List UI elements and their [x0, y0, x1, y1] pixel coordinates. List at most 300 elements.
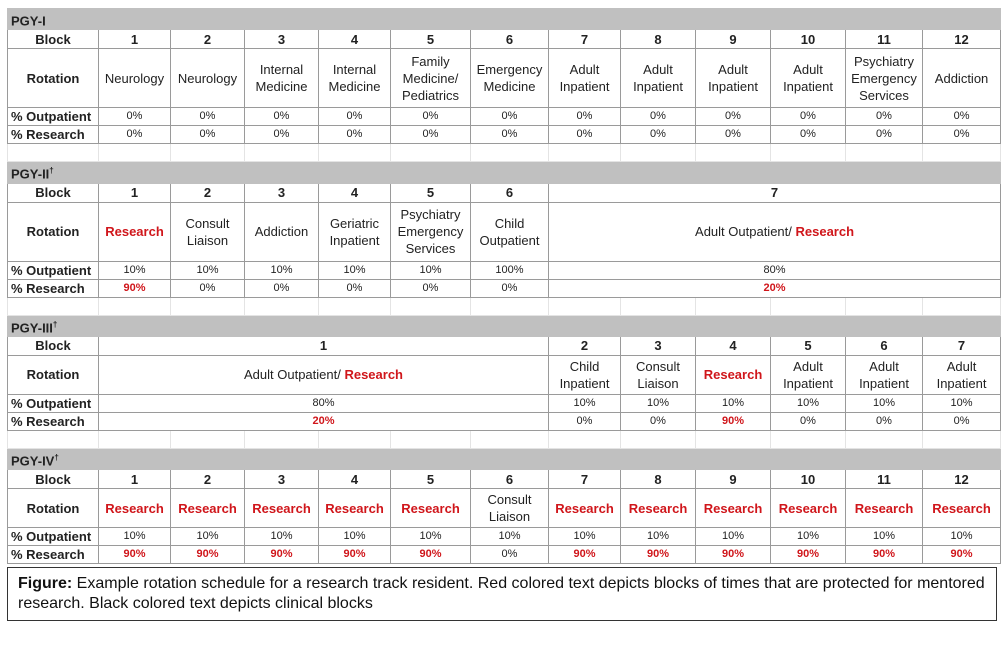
outpatient-percent: 0% — [771, 108, 846, 126]
research-percent: 0% — [800, 414, 816, 427]
figure-caption — [7, 567, 997, 621]
empty-cell — [8, 297, 99, 315]
rotation-name: Adult Outpatient/ — [244, 367, 345, 383]
outpatient-percent: 10% — [99, 528, 171, 546]
rotation-name: Neurology — [177, 70, 238, 86]
research-label: Research — [105, 500, 164, 516]
outpatient-row — [8, 394, 1001, 412]
rotation-row — [8, 355, 1001, 394]
research-percent: 0% — [126, 128, 143, 141]
research-row — [8, 412, 1001, 430]
empty-cell — [471, 144, 549, 162]
outpatient-percent: 10% — [923, 528, 1001, 546]
block-number: 12 — [923, 30, 1001, 49]
rotation-name: Psychiatry Emergency Services — [397, 207, 464, 257]
outpatient-row — [8, 528, 1001, 546]
block-number: 2 — [171, 183, 245, 202]
empty-cell — [391, 297, 471, 315]
research-label: Research — [105, 224, 164, 240]
research-percent: 0% — [346, 281, 363, 294]
section-header — [8, 315, 1001, 336]
section-title-text: PGY-I — [11, 13, 46, 29]
block-number: 5 — [391, 183, 471, 202]
outpatient-percent: 0% — [319, 108, 391, 126]
rotation-cell — [696, 355, 771, 394]
outpatient-percent: 0% — [621, 108, 696, 126]
row-label: Block — [8, 30, 99, 49]
outpatient-percent: 0% — [99, 108, 171, 126]
empty-cell — [245, 297, 319, 315]
block-number: 4 — [319, 183, 391, 202]
empty-cell — [391, 430, 471, 448]
rotation-cell — [171, 49, 245, 108]
rotation-row — [8, 49, 1001, 108]
block-number: 4 — [319, 470, 391, 489]
research-row — [8, 126, 1001, 144]
research-percent-cell — [171, 279, 245, 297]
research-percent: 0% — [953, 128, 970, 141]
rotation-name: Internal Medicine — [255, 62, 308, 95]
empty-cell — [549, 144, 621, 162]
row-label: % Research — [8, 126, 99, 144]
empty-cell — [696, 297, 771, 315]
block-number: 6 — [471, 30, 549, 49]
research-percent: 90% — [270, 548, 293, 561]
block-number: 3 — [245, 183, 319, 202]
row-label: % Research — [8, 546, 99, 564]
empty-cell — [621, 144, 696, 162]
research-label: Research — [555, 500, 614, 516]
outpatient-percent: 0% — [471, 108, 549, 126]
dagger-mark: † — [49, 166, 54, 176]
rotation-cell — [319, 49, 391, 108]
research-percent-cell — [923, 546, 1001, 564]
rotation-cell — [99, 355, 549, 394]
research-percent: 90% — [573, 548, 596, 561]
rotation-cell — [319, 489, 391, 528]
rotation-cell — [471, 49, 549, 108]
research-percent-cell — [319, 126, 391, 144]
rotation-cell — [846, 49, 923, 108]
row-label: Rotation — [8, 49, 99, 108]
block-row — [8, 183, 1001, 202]
research-percent-cell — [245, 546, 319, 564]
empty-cell — [8, 430, 99, 448]
row-label: Block — [8, 183, 99, 202]
research-row — [8, 546, 1001, 564]
outpatient-percent: 10% — [923, 394, 1001, 412]
rotation-cell — [319, 202, 391, 261]
rotation-name: Family Medicine/ Pediatrics — [401, 53, 460, 103]
research-percent: 0% — [576, 128, 593, 141]
rotation-cell — [846, 355, 923, 394]
research-percent-cell — [696, 546, 771, 564]
empty-cell — [621, 297, 696, 315]
research-percent: 0% — [650, 128, 666, 141]
rotation-name: Adult Inpatient — [633, 62, 683, 95]
rotation-schedule-table — [7, 8, 1001, 564]
caption-label: Figure: — [18, 575, 73, 593]
block-number: 7 — [923, 336, 1001, 355]
empty-cell — [319, 144, 391, 162]
rotation-name: Consult Liaison — [185, 215, 230, 248]
empty-cell — [846, 430, 923, 448]
research-percent: 0% — [876, 414, 892, 427]
outpatient-percent: 0% — [696, 108, 771, 126]
section-title-text: PGY-III — [11, 319, 53, 335]
research-percent-cell — [391, 126, 471, 144]
block-row — [8, 336, 1001, 355]
block-number: 9 — [696, 470, 771, 489]
outpatient-percent: 0% — [549, 108, 621, 126]
empty-cell — [99, 144, 171, 162]
research-percent-cell — [471, 126, 549, 144]
outpatient-percent: 0% — [171, 108, 245, 126]
empty-cell — [8, 144, 99, 162]
outpatient-row — [8, 261, 1001, 279]
block-row — [8, 30, 1001, 49]
block-number: 3 — [245, 30, 319, 49]
empty-cell — [99, 297, 171, 315]
research-percent: 90% — [343, 548, 366, 561]
research-percent-cell — [771, 412, 846, 430]
empty-cell — [696, 144, 771, 162]
rotation-cell — [923, 49, 1001, 108]
rotation-cell — [621, 49, 696, 108]
outpatient-percent: 10% — [319, 261, 391, 279]
rotation-name: Consult Liaison — [635, 358, 681, 391]
block-number: 1 — [99, 183, 171, 202]
rotation-cell — [549, 355, 621, 394]
rotation-cell — [923, 489, 1001, 528]
rotation-cell — [471, 202, 549, 261]
outpatient-percent: 10% — [319, 528, 391, 546]
research-label: Research — [178, 500, 237, 516]
block-number: 4 — [696, 336, 771, 355]
research-percent-cell — [621, 412, 696, 430]
research-percent: 20% — [312, 414, 335, 427]
rotation-cell — [549, 202, 1001, 261]
rotation-name: Psychiatry Emergency Services — [851, 53, 917, 103]
section-title — [8, 315, 1001, 336]
outpatient-percent: 10% — [171, 528, 245, 546]
outpatient-percent: 10% — [391, 261, 471, 279]
block-number: 2 — [549, 336, 621, 355]
rotation-cell — [771, 49, 846, 108]
block-number: 8 — [621, 30, 696, 49]
research-percent: 90% — [721, 414, 745, 427]
empty-cell — [319, 297, 391, 315]
spacer-row — [8, 297, 1001, 315]
block-number: 1 — [99, 336, 549, 355]
rotation-cell — [771, 355, 846, 394]
rotation-cell — [391, 489, 471, 528]
section-title — [8, 162, 1001, 183]
block-number: 5 — [391, 30, 471, 49]
research-percent-cell — [923, 126, 1001, 144]
research-label: Research — [325, 500, 384, 516]
research-percent: 0% — [501, 128, 518, 141]
outpatient-percent: 0% — [391, 108, 471, 126]
outpatient-percent: 10% — [621, 394, 696, 412]
research-percent: 90% — [123, 281, 146, 294]
block-number: 7 — [549, 30, 621, 49]
research-percent: 0% — [576, 414, 593, 427]
research-percent: 0% — [953, 414, 970, 427]
row-label: % Outpatient — [8, 528, 99, 546]
rotation-name: Adult Inpatient — [936, 358, 987, 391]
empty-cell — [171, 430, 245, 448]
research-percent: 90% — [872, 548, 896, 561]
research-percent: 90% — [646, 548, 670, 561]
rotation-name: Consult Liaison — [487, 492, 532, 525]
empty-cell — [621, 430, 696, 448]
research-label: Research — [703, 500, 763, 516]
outpatient-percent: 10% — [696, 394, 771, 412]
row-label: Rotation — [8, 355, 99, 394]
rotation-cell — [171, 489, 245, 528]
outpatient-percent: 10% — [171, 261, 245, 279]
rotation-cell — [99, 489, 171, 528]
rotation-cell — [245, 489, 319, 528]
rotation-cell — [846, 489, 923, 528]
row-label: % Research — [8, 412, 99, 430]
research-percent-cell — [391, 546, 471, 564]
research-label: Research — [252, 500, 311, 516]
research-percent-cell — [771, 126, 846, 144]
empty-cell — [391, 144, 471, 162]
rotation-name: Child Inpatient — [559, 358, 610, 391]
block-number: 2 — [171, 470, 245, 489]
rotation-name: Adult Inpatient — [859, 358, 909, 391]
row-label: % Research — [8, 279, 99, 297]
row-label: % Outpatient — [8, 261, 99, 279]
block-number: 7 — [549, 183, 1001, 202]
section-header — [8, 9, 1001, 30]
block-number: 1 — [99, 30, 171, 49]
block-number: 10 — [771, 30, 846, 49]
outpatient-row — [8, 108, 1001, 126]
research-label: Research — [628, 500, 688, 516]
rotation-cell — [771, 489, 846, 528]
empty-cell — [99, 430, 171, 448]
research-label: Research — [344, 367, 403, 383]
block-number: 5 — [391, 470, 471, 489]
empty-cell — [771, 430, 846, 448]
rotation-name: Adult Inpatient — [708, 62, 758, 95]
research-percent: 0% — [800, 128, 816, 141]
research-percent-cell — [696, 126, 771, 144]
research-percent-cell — [549, 279, 1001, 297]
spacer-row — [8, 144, 1001, 162]
dagger-mark: † — [54, 452, 59, 462]
block-number: 10 — [771, 470, 846, 489]
empty-cell — [245, 430, 319, 448]
section-header — [8, 162, 1001, 183]
rotation-name: Internal Medicine — [328, 62, 381, 95]
block-number: 6 — [471, 470, 549, 489]
row-label: Block — [8, 470, 99, 489]
research-percent-cell — [99, 126, 171, 144]
rotation-row — [8, 202, 1001, 261]
block-number: 8 — [621, 470, 696, 489]
rotation-cell — [621, 355, 696, 394]
block-number: 3 — [245, 470, 319, 489]
rotation-row — [8, 489, 1001, 528]
research-percent: 0% — [422, 128, 439, 141]
rotation-cell — [391, 49, 471, 108]
empty-cell — [771, 144, 846, 162]
rotation-name: Addiction — [254, 224, 309, 240]
research-percent: 0% — [501, 548, 518, 561]
outpatient-percent: 0% — [245, 108, 319, 126]
empty-cell — [171, 144, 245, 162]
row-label: % Outpatient — [8, 108, 99, 126]
outpatient-percent: 10% — [846, 528, 923, 546]
research-percent: 20% — [763, 281, 786, 294]
research-percent-cell — [99, 279, 171, 297]
rotation-cell — [696, 49, 771, 108]
empty-cell — [923, 297, 1001, 315]
rotation-name: Adult Inpatient — [559, 62, 610, 95]
research-percent-cell — [99, 546, 171, 564]
rotation-name: Emergency Medicine — [476, 62, 543, 95]
research-percent: 0% — [501, 281, 518, 294]
research-label: Research — [795, 224, 855, 240]
empty-cell — [471, 297, 549, 315]
research-percent-cell — [621, 546, 696, 564]
outpatient-percent: 10% — [245, 261, 319, 279]
research-label: Research — [778, 500, 838, 516]
outpatient-percent: 10% — [771, 394, 846, 412]
rotation-name: Addiction — [934, 70, 989, 86]
empty-cell — [923, 430, 1001, 448]
outpatient-percent: 10% — [99, 261, 171, 279]
caption-text: Example rotation schedule for a research track resident. Red colored text depicts blocks of times that are protected for mentored research. Black colored text depicts clinical blocks — [18, 575, 985, 613]
row-label: Rotation — [8, 202, 99, 261]
outpatient-percent: 80% — [99, 394, 549, 412]
block-number: 3 — [621, 336, 696, 355]
outpatient-percent: 0% — [923, 108, 1001, 126]
rotation-cell — [549, 489, 621, 528]
research-percent: 0% — [199, 128, 216, 141]
research-percent: 0% — [876, 128, 892, 141]
empty-cell — [245, 144, 319, 162]
research-percent-cell — [621, 126, 696, 144]
research-percent-cell — [696, 412, 771, 430]
research-percent: 90% — [419, 548, 442, 561]
research-percent-cell — [549, 412, 621, 430]
research-percent-cell — [549, 126, 621, 144]
research-label: Research — [703, 367, 763, 383]
research-percent-cell — [846, 412, 923, 430]
section-header — [8, 448, 1001, 469]
rotation-cell — [99, 202, 171, 261]
rotation-name: Child Outpatient — [479, 215, 540, 248]
rotation-cell — [549, 49, 621, 108]
rotation-name: Neurology — [104, 70, 165, 86]
research-percent-cell — [319, 546, 391, 564]
research-percent: 0% — [422, 281, 439, 294]
rotation-cell — [171, 202, 245, 261]
rotation-cell — [99, 49, 171, 108]
research-percent-cell — [846, 126, 923, 144]
empty-cell — [846, 144, 923, 162]
research-percent: 90% — [721, 548, 745, 561]
rotation-name: Adult Inpatient — [783, 62, 833, 95]
research-percent-cell — [771, 546, 846, 564]
section-title — [8, 448, 1001, 469]
outpatient-percent: 10% — [549, 394, 621, 412]
research-percent-cell — [471, 546, 549, 564]
rotation-cell — [471, 489, 549, 528]
outpatient-percent: 10% — [771, 528, 846, 546]
research-label: Research — [932, 500, 991, 516]
row-label: Rotation — [8, 489, 99, 528]
block-number: 9 — [696, 30, 771, 49]
rotation-cell — [696, 489, 771, 528]
block-number: 6 — [846, 336, 923, 355]
research-percent-cell — [846, 546, 923, 564]
section-title-text: PGY-II — [11, 166, 50, 182]
rotation-name: Geriatric Inpatient — [329, 215, 380, 248]
research-label: Research — [401, 500, 460, 516]
rotation-cell — [621, 489, 696, 528]
outpatient-percent: 10% — [471, 528, 549, 546]
research-percent-cell — [549, 546, 621, 564]
research-row — [8, 279, 1001, 297]
research-label: Research — [854, 500, 914, 516]
empty-cell — [696, 430, 771, 448]
row-label: Block — [8, 336, 99, 355]
outpatient-percent: 10% — [549, 528, 621, 546]
block-number: 7 — [549, 470, 621, 489]
block-number: 11 — [846, 470, 923, 489]
outpatient-percent: 10% — [391, 528, 471, 546]
outpatient-percent: 10% — [245, 528, 319, 546]
research-percent-cell — [171, 546, 245, 564]
block-number: 11 — [846, 30, 923, 49]
research-percent: 0% — [650, 414, 666, 427]
rotation-schedule — [7, 0, 1000, 564]
research-percent-cell — [245, 126, 319, 144]
research-percent: 0% — [199, 281, 216, 294]
section-title — [8, 9, 1001, 30]
research-percent-cell — [99, 412, 549, 430]
research-percent: 90% — [950, 548, 973, 561]
row-label: % Outpatient — [8, 394, 99, 412]
research-percent: 90% — [796, 548, 820, 561]
research-percent: 0% — [273, 128, 290, 141]
research-percent-cell — [245, 279, 319, 297]
outpatient-percent: 100% — [471, 261, 549, 279]
empty-cell — [771, 297, 846, 315]
research-percent-cell — [319, 279, 391, 297]
outpatient-percent: 10% — [621, 528, 696, 546]
block-number: 4 — [319, 30, 391, 49]
rotation-cell — [923, 355, 1001, 394]
research-percent-cell — [171, 126, 245, 144]
block-row — [8, 470, 1001, 489]
empty-cell — [319, 430, 391, 448]
block-number: 5 — [771, 336, 846, 355]
empty-cell — [549, 430, 621, 448]
outpatient-percent: 80% — [549, 261, 1001, 279]
research-percent: 90% — [123, 548, 146, 561]
section-title-text: PGY-IV — [11, 453, 55, 469]
block-number: 1 — [99, 470, 171, 489]
block-number: 2 — [171, 30, 245, 49]
